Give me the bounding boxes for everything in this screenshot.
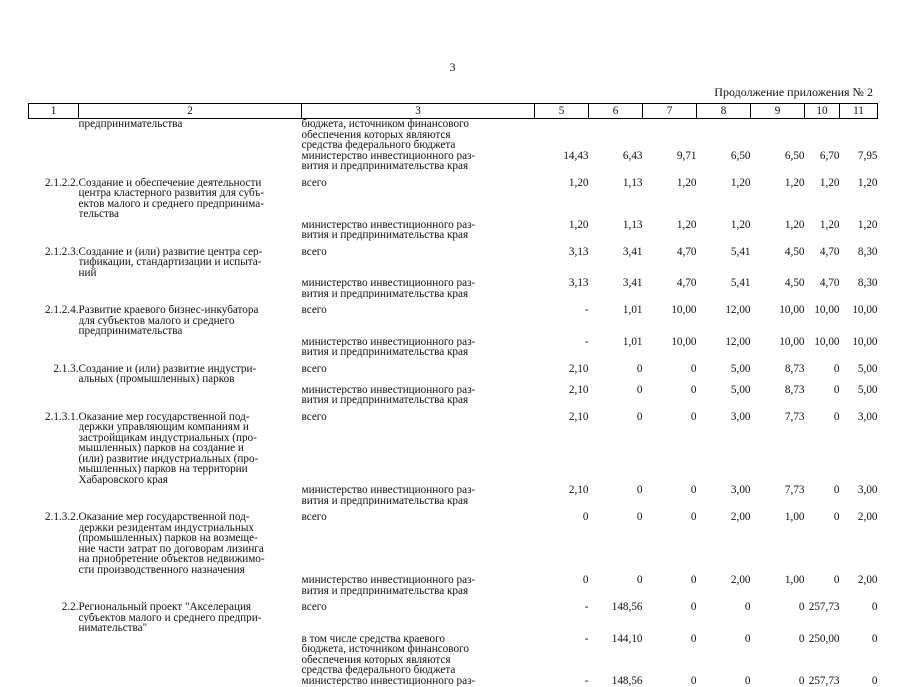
responsible-line: вития и предпринимательства края bbox=[301, 395, 469, 406]
value-cell: 0 bbox=[744, 674, 751, 687]
row-code: 2.2. bbox=[61, 601, 79, 613]
activity-name-line: тельства bbox=[78, 209, 119, 220]
value-cell: 257,73 bbox=[808, 674, 840, 687]
row-code bbox=[29, 337, 79, 358]
activity-name-line: мышленных) парков на территории bbox=[78, 464, 248, 475]
responsible-line: вития и предпринимательства края bbox=[301, 288, 469, 299]
activity-name-line: (промышленных) парков на возмеще- bbox=[78, 533, 258, 544]
value-cell: 1,20 bbox=[857, 176, 878, 189]
activity-name-line: центра кластерного развития для субъ- bbox=[78, 188, 264, 199]
table-row bbox=[29, 676, 878, 687]
value-cell: 1,20 bbox=[568, 218, 589, 231]
responsible-line: министерство инвестиционного раз- bbox=[301, 675, 476, 686]
value-cell: 3,00 bbox=[730, 484, 751, 496]
column-header: 8 bbox=[697, 104, 751, 119]
responsible-line: вития и предпринимательства края bbox=[301, 495, 469, 506]
value-cell: 4,70 bbox=[819, 277, 840, 289]
table-header-row bbox=[29, 104, 878, 119]
value-cell: 0 bbox=[690, 410, 697, 423]
row-responsible bbox=[302, 337, 535, 358]
value-cell: 2,00 bbox=[730, 511, 751, 523]
row-code: 2.1.2.3. bbox=[44, 245, 79, 258]
row-activity-name bbox=[79, 485, 302, 506]
table-row bbox=[29, 241, 878, 279]
responsible-line: вития и предпринимательства края bbox=[301, 161, 469, 172]
row-responsible bbox=[302, 596, 535, 634]
value-cell: 1,20 bbox=[676, 218, 697, 231]
column-header: 1 bbox=[29, 104, 79, 119]
activity-name-line: мышленных) парков на создание и bbox=[78, 443, 244, 454]
value-cell: 5,41 bbox=[730, 245, 751, 258]
table-row bbox=[29, 485, 878, 506]
value-cell: 1,00 bbox=[784, 511, 805, 523]
value-cell: 10,00 bbox=[852, 335, 878, 348]
responsible-line: всего bbox=[301, 305, 327, 316]
activity-name-line: альных (промышленных) парков bbox=[78, 374, 235, 385]
table-row bbox=[29, 358, 878, 385]
row-responsible bbox=[302, 575, 535, 596]
value-cell: 1,20 bbox=[784, 218, 805, 231]
value-cell: 0 bbox=[744, 632, 751, 645]
value-cell: 4,70 bbox=[819, 245, 840, 258]
value-cell: 144,10 bbox=[611, 632, 643, 645]
row-responsible bbox=[302, 241, 535, 279]
column-header: 7 bbox=[643, 104, 697, 119]
activity-name-line: держки резидентам индустриальных bbox=[78, 522, 254, 533]
value-cell: 8,73 bbox=[784, 362, 805, 375]
value-cell: 0 bbox=[744, 601, 751, 613]
row-responsible bbox=[302, 506, 535, 575]
value-cell: 4,70 bbox=[676, 245, 697, 258]
value-cell: 10,00 bbox=[814, 335, 840, 348]
row-activity-name bbox=[79, 337, 302, 358]
value-cell: 0 bbox=[636, 484, 643, 496]
responsible-line: всего bbox=[301, 411, 327, 422]
value-cell: 14,43 bbox=[563, 149, 589, 162]
row-code bbox=[29, 151, 79, 172]
value-cell: 0 bbox=[636, 362, 643, 375]
value-cell: 0 bbox=[690, 383, 697, 396]
value-cell: 5,00 bbox=[857, 383, 878, 396]
value-cell: 7,73 bbox=[784, 484, 805, 496]
activity-name-line: тификации, стандартизации и испыта- bbox=[78, 257, 262, 268]
row-code: 2.1.2.2. bbox=[44, 176, 79, 189]
value-cell: 0 bbox=[833, 362, 840, 375]
row-activity-name bbox=[79, 406, 302, 486]
row-responsible bbox=[302, 278, 535, 299]
value-cell: 3,41 bbox=[622, 277, 643, 289]
responsible-line: вития и предпринимательства края bbox=[301, 585, 469, 596]
value-cell: 10,00 bbox=[852, 304, 878, 316]
value-cell: 2,10 bbox=[568, 484, 589, 496]
value-cell: 148,56 bbox=[611, 674, 643, 687]
value-cell: 10,00 bbox=[671, 304, 697, 316]
row-activity-name bbox=[79, 506, 302, 575]
value-cell bbox=[535, 119, 589, 151]
column-header: 10 bbox=[805, 104, 840, 119]
row-code bbox=[29, 575, 79, 596]
row-activity-name bbox=[79, 241, 302, 279]
value-cell: 10,00 bbox=[671, 335, 697, 348]
value-cell: 5,41 bbox=[730, 277, 751, 289]
row-code: 2.1.2.4. bbox=[44, 304, 79, 316]
responsible-line: обеспечения которых являются bbox=[301, 129, 451, 140]
value-cell: 1,20 bbox=[568, 176, 589, 189]
row-activity-name bbox=[79, 151, 302, 172]
value-cell: - bbox=[584, 304, 589, 316]
value-cell: 0 bbox=[871, 632, 878, 645]
activity-name-line: (или) развитие индустриальных (про- bbox=[78, 453, 259, 464]
table-row bbox=[29, 119, 878, 151]
activity-name-line: субъектов малого и среднего предпри- bbox=[78, 612, 262, 623]
row-responsible bbox=[302, 676, 535, 687]
value-cell: 0 bbox=[636, 410, 643, 423]
activity-name-line: Создание и (или) развитие центра сер- bbox=[78, 246, 263, 257]
value-cell: 0 bbox=[690, 511, 697, 523]
responsible-line: вития и предпринимательства края bbox=[301, 347, 469, 358]
activity-name-line: Создание и (или) развитие индустри- bbox=[78, 363, 257, 374]
value-cell: 0 bbox=[871, 601, 878, 613]
activity-name-line: держки управляющим компаниям и bbox=[78, 422, 249, 433]
table-row bbox=[29, 220, 878, 241]
value-cell: 0 bbox=[636, 511, 643, 523]
table-row bbox=[29, 385, 878, 406]
value-cell: 7,95 bbox=[857, 149, 878, 162]
row-code bbox=[29, 485, 79, 506]
value-cell: 9,71 bbox=[676, 149, 697, 162]
value-cell: 4,50 bbox=[784, 277, 805, 289]
value-cell: 1,01 bbox=[622, 304, 643, 316]
activity-name-line: Региональный проект "Акселерация bbox=[78, 602, 252, 613]
table-body bbox=[29, 119, 878, 687]
value-cell: 3,13 bbox=[568, 277, 589, 289]
value-cell: 10,00 bbox=[814, 304, 840, 316]
row-responsible bbox=[302, 485, 535, 506]
value-cell: - bbox=[584, 335, 589, 348]
table-row bbox=[29, 299, 878, 337]
activity-name-line: застройщикам индустриальных (про- bbox=[78, 432, 257, 443]
value-cell: - bbox=[584, 632, 589, 645]
activity-name-line: ний bbox=[78, 267, 97, 278]
value-cell: 3,00 bbox=[857, 484, 878, 496]
value-cell: 0 bbox=[636, 574, 643, 586]
row-responsible bbox=[302, 119, 535, 151]
value-cell: 0 bbox=[833, 511, 840, 523]
activity-name-line: Оказание мер государственной под- bbox=[78, 512, 250, 523]
row-code: 2.1.3. bbox=[53, 362, 79, 375]
column-header: 6 bbox=[589, 104, 643, 119]
value-cell: - bbox=[584, 601, 589, 613]
row-activity-name bbox=[79, 119, 302, 151]
value-cell: 0 bbox=[582, 574, 589, 586]
column-header: 11 bbox=[840, 104, 878, 119]
responsible-line: министерство инвестиционного раз- bbox=[301, 384, 476, 395]
activity-name-line: Хабаровского края bbox=[78, 474, 168, 485]
value-cell: 2,10 bbox=[568, 410, 589, 423]
value-cell: 1,13 bbox=[622, 218, 643, 231]
column-header: 2 bbox=[79, 104, 302, 119]
value-cell: 0 bbox=[798, 601, 805, 613]
value-cell: - bbox=[584, 674, 589, 687]
value-cell: 0 bbox=[871, 674, 878, 687]
row-activity-name bbox=[79, 385, 302, 406]
activity-name-line: Развитие краевого бизнес-инкубатора bbox=[78, 305, 259, 316]
responsible-line: средства федерального бюджета bbox=[301, 140, 456, 151]
value-cell: 148,56 bbox=[611, 601, 643, 613]
value-cell bbox=[805, 119, 840, 151]
activity-name-line: Создание и обеспечение деятельности bbox=[78, 177, 262, 188]
value-cell: 0 bbox=[798, 632, 805, 645]
row-code bbox=[29, 119, 79, 151]
row-activity-name bbox=[79, 299, 302, 337]
responsible-line: вития и предпринимательства края bbox=[301, 230, 469, 241]
value-cell: 3,41 bbox=[622, 245, 643, 258]
table-row bbox=[29, 278, 878, 299]
responsible-line: министерство инвестиционного раз- bbox=[301, 336, 476, 347]
responsible-line: бюджета, источником финансового bbox=[301, 119, 469, 130]
row-code bbox=[29, 676, 79, 687]
value-cell: 1,20 bbox=[819, 176, 840, 189]
activity-name-line: нимательства" bbox=[78, 623, 148, 634]
row-activity-name bbox=[79, 278, 302, 299]
value-cell: 12,00 bbox=[725, 335, 751, 348]
table-row bbox=[29, 406, 878, 486]
financing-table bbox=[28, 103, 878, 686]
value-cell: 2,00 bbox=[730, 574, 751, 586]
value-cell: 1,20 bbox=[730, 176, 751, 189]
activity-name-line: ектов малого и среднего предпринима- bbox=[78, 198, 264, 209]
column-header: 3 bbox=[302, 104, 535, 119]
row-activity-name bbox=[79, 676, 302, 687]
activity-name-line: предпринимательства bbox=[78, 326, 183, 337]
table-row bbox=[29, 337, 878, 358]
column-header: 5 bbox=[535, 104, 589, 119]
row-responsible bbox=[302, 358, 535, 385]
value-cell: 2,00 bbox=[857, 511, 878, 523]
responsible-line: министерство инвестиционного раз- bbox=[301, 278, 476, 289]
value-cell bbox=[643, 119, 697, 151]
value-cell: 0 bbox=[690, 484, 697, 496]
row-activity-name bbox=[79, 358, 302, 385]
responsible-line: средства федерального бюджета bbox=[301, 665, 456, 676]
table-row bbox=[29, 172, 878, 220]
activity-name-line: предпринимательства bbox=[78, 119, 183, 130]
value-cell: 1,20 bbox=[676, 176, 697, 189]
value-cell: 0 bbox=[636, 383, 643, 396]
responsible-line: всего bbox=[301, 363, 327, 374]
value-cell bbox=[697, 119, 751, 151]
responsible-line: министерство инвестиционного раз- bbox=[301, 485, 476, 496]
value-cell: 1,20 bbox=[857, 218, 878, 231]
value-cell: 10,00 bbox=[779, 304, 805, 316]
value-cell: 10,00 bbox=[779, 335, 805, 348]
value-cell: 0 bbox=[582, 511, 589, 523]
row-responsible bbox=[302, 151, 535, 172]
value-cell: 2,10 bbox=[568, 383, 589, 396]
row-code bbox=[29, 220, 79, 241]
value-cell: 3,00 bbox=[857, 410, 878, 423]
value-cell: 5,00 bbox=[730, 362, 751, 375]
responsible-line: министерство инвестиционного раз- bbox=[301, 219, 476, 230]
row-activity-name bbox=[79, 220, 302, 241]
value-cell: 1,01 bbox=[622, 335, 643, 348]
value-cell: 0 bbox=[690, 601, 697, 613]
value-cell: 6,43 bbox=[622, 149, 643, 162]
row-responsible bbox=[302, 385, 535, 406]
value-cell: 1,13 bbox=[622, 176, 643, 189]
row-responsible bbox=[302, 172, 535, 220]
activity-name-line: Оказание мер государственной под- bbox=[78, 411, 250, 422]
value-cell: 8,30 bbox=[857, 245, 878, 258]
value-cell: 6,50 bbox=[784, 149, 805, 162]
value-cell: 250,00 bbox=[808, 632, 840, 645]
activity-name-line: сти производственного назначения bbox=[78, 564, 245, 575]
value-cell bbox=[840, 119, 878, 151]
row-code: 2.1.3.2. bbox=[44, 511, 79, 523]
row-responsible bbox=[302, 220, 535, 241]
value-cell: 0 bbox=[833, 484, 840, 496]
row-activity-name bbox=[79, 172, 302, 220]
responsible-line: обеспечения которых являются bbox=[301, 654, 451, 665]
value-cell: 7,73 bbox=[784, 410, 805, 423]
value-cell: 6,50 bbox=[730, 149, 751, 162]
responsible-line: министерство инвестиционного раз- bbox=[301, 150, 476, 161]
responsible-line: всего bbox=[301, 602, 327, 613]
value-cell: 6,70 bbox=[819, 149, 840, 162]
value-cell bbox=[589, 119, 643, 151]
activity-name-line: ние части затрат по договорам лизинга bbox=[78, 543, 264, 554]
value-cell: 1,20 bbox=[819, 218, 840, 231]
table-row bbox=[29, 596, 878, 634]
activity-name-line: на приобретение объектов недвижимо- bbox=[78, 554, 265, 565]
value-cell: 8,30 bbox=[857, 277, 878, 289]
value-cell: 0 bbox=[833, 410, 840, 423]
row-activity-name bbox=[79, 575, 302, 596]
responsible-line: всего bbox=[301, 246, 327, 257]
value-cell bbox=[751, 119, 805, 151]
table-row bbox=[29, 575, 878, 596]
appendix-continuation-label: Продолжение приложения № 2 bbox=[714, 85, 873, 99]
table-row bbox=[29, 151, 878, 172]
value-cell: 0 bbox=[690, 632, 697, 645]
column-header: 9 bbox=[751, 104, 805, 119]
value-cell: 0 bbox=[690, 674, 697, 687]
responsible-line: министерство инвестиционного раз- bbox=[301, 575, 476, 586]
responsible-line: бюджета, источником финансового bbox=[301, 644, 469, 655]
table-row bbox=[29, 506, 878, 575]
row-activity-name bbox=[79, 596, 302, 634]
responsible-line: всего bbox=[301, 512, 327, 523]
value-cell: 1,00 bbox=[784, 574, 805, 586]
row-responsible bbox=[302, 406, 535, 486]
responsible-line: всего bbox=[301, 177, 327, 188]
value-cell: 0 bbox=[690, 574, 697, 586]
value-cell: 5,00 bbox=[730, 383, 751, 396]
responsible-line: в том числе средства краевого bbox=[301, 633, 445, 644]
value-cell: 4,50 bbox=[784, 245, 805, 258]
value-cell: 3,13 bbox=[568, 245, 589, 258]
value-cell: 0 bbox=[833, 574, 840, 586]
row-responsible bbox=[302, 299, 535, 337]
value-cell: 0 bbox=[833, 383, 840, 396]
value-cell: 12,00 bbox=[725, 304, 751, 316]
value-cell: 0 bbox=[690, 362, 697, 375]
value-cell: 257,73 bbox=[808, 601, 840, 613]
activity-name-line: для субъектов малого и среднего bbox=[78, 315, 235, 326]
value-cell: 5,00 bbox=[857, 362, 878, 375]
value-cell: 3,00 bbox=[730, 410, 751, 423]
value-cell: 2,10 bbox=[568, 362, 589, 375]
value-cell: 1,20 bbox=[730, 218, 751, 231]
row-code: 2.1.3.1. bbox=[44, 410, 79, 423]
row-code bbox=[29, 385, 79, 406]
value-cell: 8,73 bbox=[784, 383, 805, 396]
row-code bbox=[29, 278, 79, 299]
value-cell: 4,70 bbox=[676, 277, 697, 289]
value-cell: 1,20 bbox=[784, 176, 805, 189]
page-number: 3 bbox=[449, 60, 456, 74]
value-cell: 0 bbox=[798, 674, 805, 687]
value-cell: 2,00 bbox=[857, 574, 878, 586]
